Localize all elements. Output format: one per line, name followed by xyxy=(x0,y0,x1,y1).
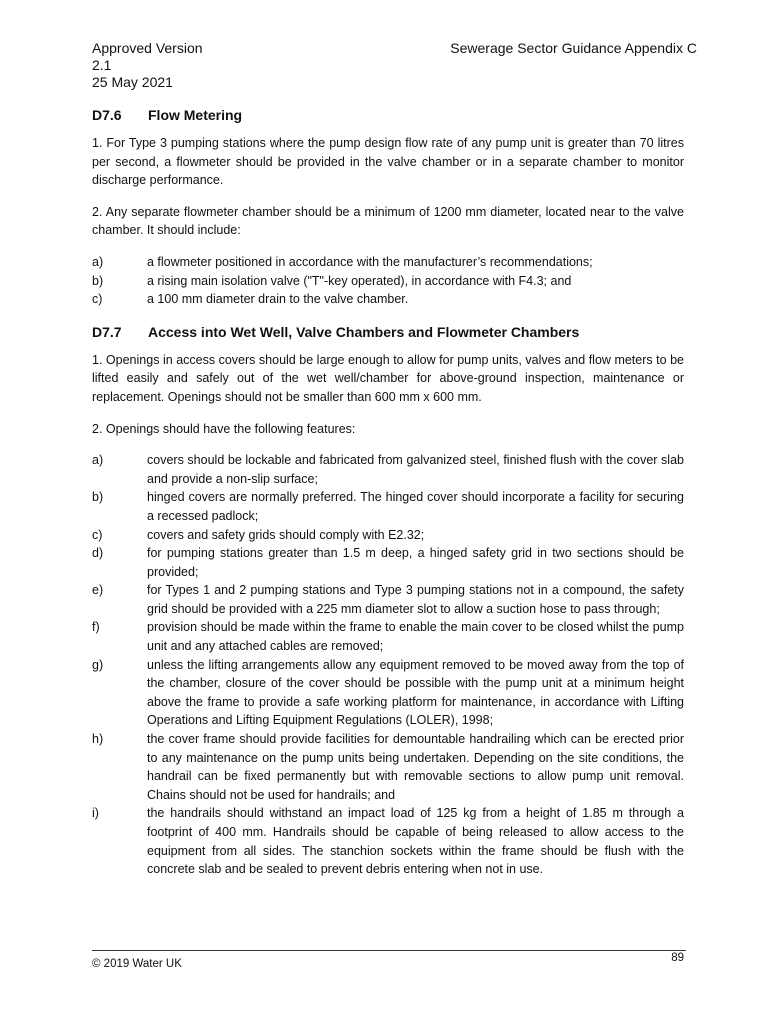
list-item xyxy=(92,804,684,878)
paragraph: 1. Openings in access covers should be large enough to allow for pump units, valves and flow meters to be lifted easily and safely out of the wet well/chamber for above-ground inspection, maintenance or replacement. Openings should not be smaller than 600 mm x 600 mm. xyxy=(92,352,684,404)
section-heading-access xyxy=(92,323,684,341)
list-item-text: provision should be made within the frame to enable the main cover to be closed whilst the pump unit and any attached cables are removed; xyxy=(147,620,684,654)
list-item xyxy=(92,656,684,730)
list-item-text: a flowmeter positioned in accordance with the manufacturer’s recommendations; xyxy=(147,254,593,269)
flowmeter-chamber-list xyxy=(92,253,684,309)
list-item xyxy=(92,581,684,618)
section-number: D7.6 xyxy=(92,107,122,123)
header-date: 25 May 2021 xyxy=(92,74,173,90)
list-item-text: the handrails should withstand an impact load of 125 kg from a height of 1.85 m through a footprint of 400 mm. Handrails should be capable of being released to allow access to the equipment from all sides. The stanchion sockets within the frame should be flush with the concrete slab and be sealed to prevent debris entering when not in use. xyxy=(147,806,684,877)
list-item-letter: a) xyxy=(92,453,104,468)
list-item-text: the cover frame should provide facilities for demountable handrailing which can be erected prior to any maintenance on the pump units being undertaken. Depending on the site conditions, the handrail can be fixed permanently but with removable sections to allow pump unit removal. Chains should not be used for handrails; and xyxy=(147,732,684,802)
list-item-letter: e) xyxy=(92,583,104,598)
list-item xyxy=(92,526,684,545)
list-item xyxy=(92,488,684,525)
list-item-text: a 100 mm diameter drain to the valve chamber. xyxy=(147,292,409,307)
list-item-text: covers should be lockable and fabricated from galvanized steel, finished flush with the cover slab and provide a non-slip surface; xyxy=(147,453,684,486)
page-header xyxy=(92,40,697,92)
footer-divider xyxy=(92,950,686,951)
page-number: 89 xyxy=(671,952,684,964)
section-number: D7.7 xyxy=(92,323,122,340)
header-document-title: Sewerage Sector Guidance Appendix C xyxy=(450,40,697,56)
list-item-text: for pumping stations greater than 1.5 m deep, a hinged safety grid in two sections should be provided; xyxy=(147,546,684,579)
paragraph: 2. Any separate flowmeter chamber should be a minimum of 1200 mm diameter, located near to the valve chamber. It should include: xyxy=(92,204,684,238)
list-item xyxy=(92,253,684,272)
list-item-letter: h) xyxy=(92,732,104,747)
header-version-number: 2.1 xyxy=(92,57,112,73)
section-title: Access into Wet Well, Valve Chambers and Flowmeter Chambers xyxy=(148,323,580,340)
paragraph: 2. Openings should have the following features: xyxy=(92,421,356,436)
footer-copyright: © 2019 Water UK xyxy=(92,958,182,970)
list-item-letter: a) xyxy=(92,254,104,269)
list-item-letter: b) xyxy=(92,490,104,505)
list-item-letter: b) xyxy=(92,273,104,288)
list-item-text: covers and safety grids should comply with E2.32; xyxy=(147,527,425,542)
list-item-text: hinged covers are normally preferred. The hinged cover should incorporate a facility for securing a recessed padlock; xyxy=(147,490,684,523)
list-item-letter: i) xyxy=(92,806,99,821)
list-item-letter: d) xyxy=(92,546,104,561)
list-item xyxy=(92,272,684,291)
list-item xyxy=(92,451,684,488)
list-item xyxy=(92,544,684,581)
list-item xyxy=(92,290,684,309)
list-item-letter: c) xyxy=(92,292,103,307)
document-page xyxy=(92,40,697,891)
list-item-text: for Types 1 and 2 pumping stations and Type 3 pumping stations not in a compound, the safety grid should be provided with a 225 mm diameter slot to allow a suction hose to pass through; xyxy=(147,583,684,616)
header-version-label: Approved Version xyxy=(92,40,203,56)
list-item-letter: f) xyxy=(92,620,100,635)
list-item-text: a rising main isolation valve ("T"-key operated), in accordance with F4.3; and xyxy=(147,273,572,288)
list-item xyxy=(92,730,684,804)
section-heading-flow-metering xyxy=(92,106,684,124)
list-item xyxy=(92,618,684,655)
section-title: Flow Metering xyxy=(148,107,243,123)
opening-features-list xyxy=(92,451,684,879)
list-item-letter: c) xyxy=(92,527,103,542)
header-version-block xyxy=(92,40,203,91)
paragraph: 1. For Type 3 pumping stations where the pump design flow rate of any pump unit is greater than 70 litres per second, a flowmeter should be provided in the valve chamber or in a separate chamber to monitor discharge performance. xyxy=(92,136,684,188)
list-item-letter: g) xyxy=(92,657,104,672)
list-item-text: unless the lifting arrangements allow any equipment removed to be moved away from the top of the chamber, closure of the cover should be possible with the pump unit at a minimum height above the frame to provide a safe working platform for maintenance, in accordance with Lifting Operations and Lifting Equipment Regulations (LOLER), 1998; xyxy=(147,657,684,728)
